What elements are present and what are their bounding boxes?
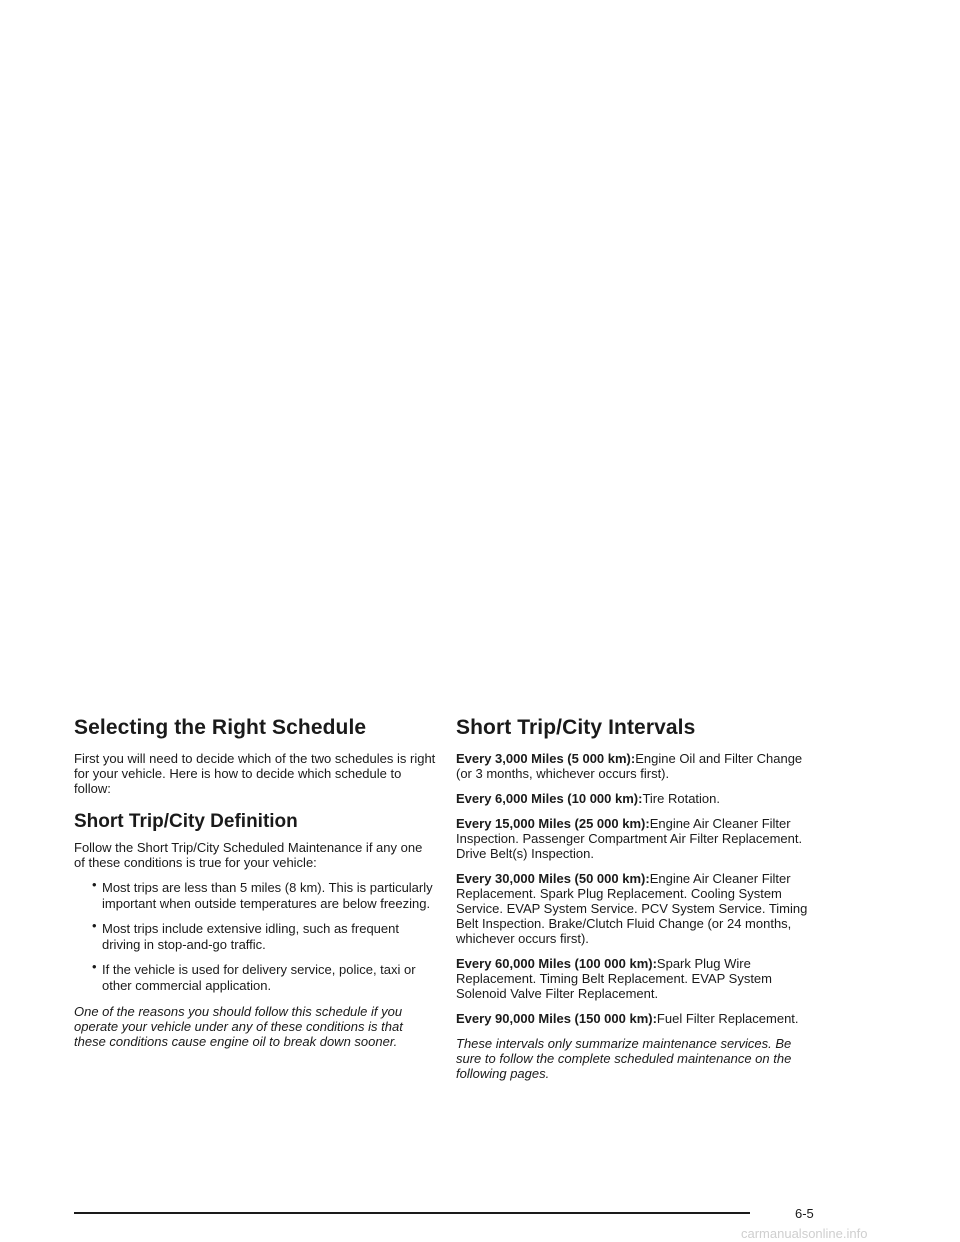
interval-text: Spark Plug Wire Replacement. Timing Belt Replacement. EVAP System Solenoid Valve Filter Replacement. (456, 956, 772, 1001)
interval-label: Every 6,000 Miles (10 000 km): (456, 791, 643, 806)
condition-list (74, 880, 436, 994)
interval-label: Every 3,000 Miles (5 000 km): (456, 751, 636, 766)
summary-note: These intervals only summarize maintenance services. Be sure to follow the complete scheduled maintenance on the following pages. (456, 1036, 792, 1081)
reason-note: One of the reasons you should follow this schedule if you operate your vehicle under any of these conditions is that these conditions cause engine oil to break down sooner. (74, 1004, 403, 1049)
section-title: Selecting the Right Schedule (74, 716, 367, 739)
interval-label: Every 15,000 Miles (25 000 km): (456, 816, 650, 831)
footer-rule (74, 1212, 750, 1214)
definition-intro: Follow the Short Trip/City Scheduled Maintenance if any one of these conditions is true for your vehicle: (74, 840, 423, 870)
interval-label: Every 60,000 Miles (100 000 km): (456, 956, 657, 971)
interval-text: Engine Oil and Filter Change (or 3 months, whichever occurs first). (456, 751, 803, 781)
interval-label: Every 30,000 Miles (50 000 km): (456, 871, 650, 886)
condition-item: • If the vehicle is used for delivery service, police, taxi or other commercial application. (94, 962, 436, 994)
interval-label: Every 90,000 Miles (150 000 km): (456, 1011, 657, 1026)
watermark-text: carmanualsonline.info (741, 1226, 868, 1241)
page-number: 6-5 (795, 1206, 814, 1221)
definition-heading: Short Trip/City Definition (74, 811, 298, 832)
interval-text: Engine Air Cleaner Filter Replacement. Spark Plug Replacement. Cooling System Service. EVAP System Service. PCV System Service. Timing Belt Inspection. Brake/Clutch Fluid Change (or 24 months, whichever occurs first). (456, 871, 808, 946)
interval-entry (456, 871, 810, 946)
interval-entry (456, 816, 810, 861)
interval-entry (456, 791, 810, 806)
condition-item: • Most trips include extensive idling, such as frequent driving in stop-and-go traffic. (94, 921, 436, 953)
interval-entry (456, 1011, 810, 1026)
condition-item: • Most trips are less than 5 miles (8 km). This is particularly important when outside temperatures are below freezing. (94, 880, 436, 912)
interval-entry (456, 956, 810, 1001)
left-column (74, 717, 436, 1059)
interval-entry (456, 751, 810, 781)
interval-text: Fuel Filter Replacement. (656, 1011, 799, 1026)
interval-text: Engine Air Cleaner Filter Inspection. Passenger Compartment Air Filter Replacement. Drive Belt(s) Inspection. (456, 816, 803, 861)
intervals-title: Short Trip/City Intervals (456, 716, 696, 739)
right-column (456, 717, 810, 1091)
intro-paragraph: First you will need to decide which of the two schedules is right for your vehicle. Here is how to decide which schedule to follow: (74, 751, 436, 796)
interval-text: Tire Rotation. (642, 791, 721, 806)
